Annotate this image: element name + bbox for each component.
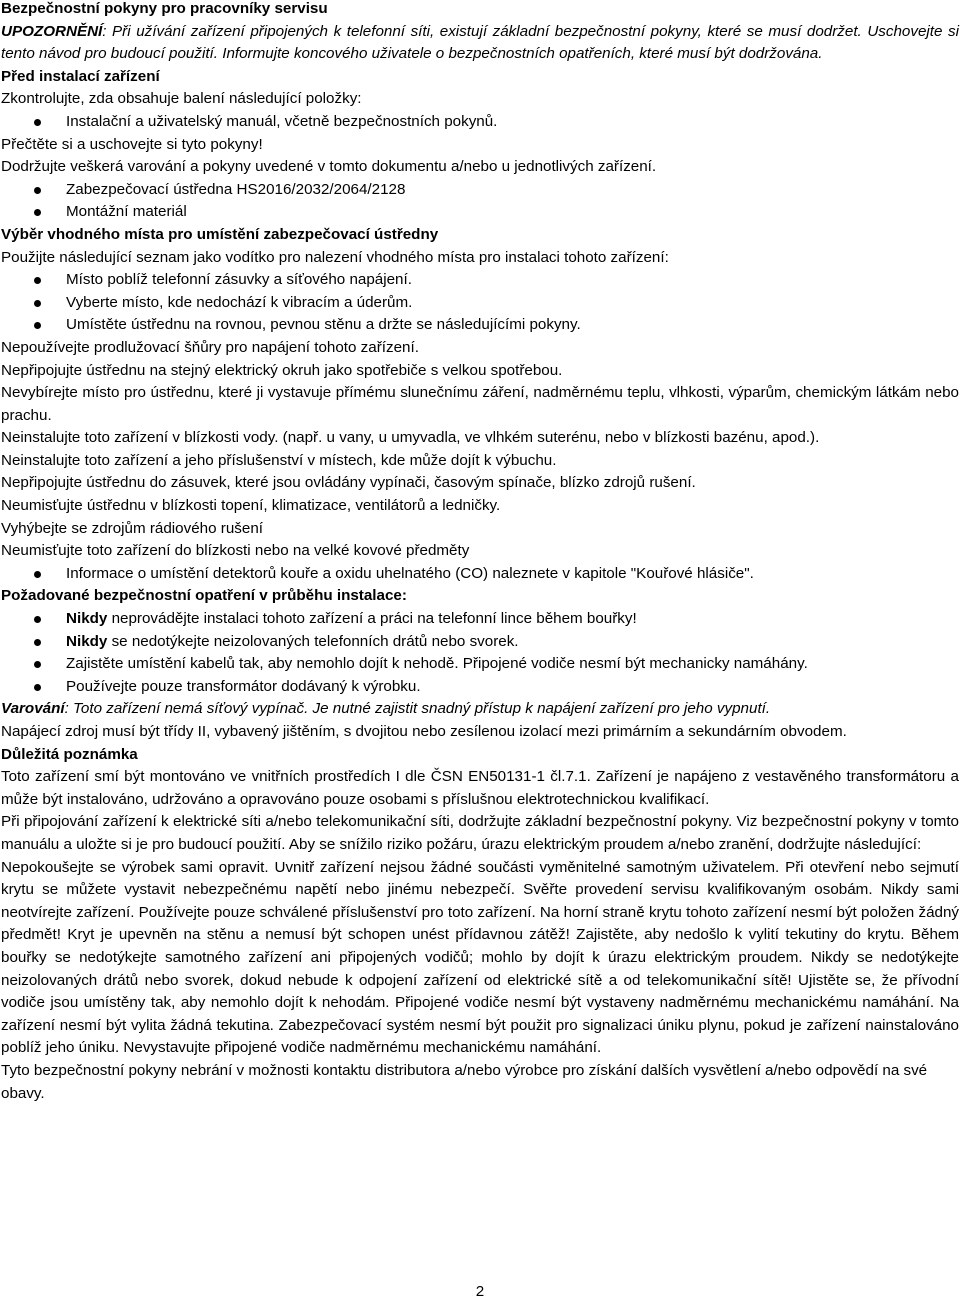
list-item: [1, 653, 959, 676]
location-paragraph: Neumisťujte ústřednu v blízkosti topení, klimatizace, ventilátorů a ledničky.: [1, 497, 501, 515]
location-paragraph: Neinstalujte toto zařízení v blízkosti vody. (např. u vany, u umyvadla, ve vlhkém suterénu, nebo v blízkosti bazénu, apod.).: [1, 429, 820, 447]
bullet-icon: [34, 661, 41, 668]
list-item-text: Montážní materiál: [66, 203, 187, 221]
bullet-icon: [34, 119, 41, 126]
page-title: Bezpečnostní pokyny pro pracovníky servisu: [1, 0, 328, 17]
list-item: [1, 269, 959, 292]
package-intro: Zkontrolujte, zda obsahuje balení následující položky:: [1, 90, 362, 108]
location-list-after: [1, 563, 959, 586]
bullet-icon: [34, 187, 41, 194]
location-paragraph: Neinstalujte toto zařízení a jeho příslušenství v místech, kde může dojít k výbuchu.: [1, 451, 557, 469]
important-paragraph: Nepokoušejte se výrobek sami opravit. Uvnitř zařízení nejsou žádné součásti vyměnitelné samotným uživatelem. Při otevření nebo sejmutí krytu se můžete vystavit nebezpečnému napětí nebo jinému nebezpečí. Svěřte provedení servisu kvalifikovaným osobám. Nikdy sami neotvírejte zařízení. Používejte pouze schválené příslušenství pro toto zařízení. Na horní straně krytu tohoto zařízení nesmí být položen žádný předmět! Kryt je upevněn na stěnu a nemusí být schopen unést přídavnou zátěž! Zajistěte, aby nedošlo k vylití tekutiny do krytu. Během bouřky se nedotýkejte samotného zařízení ani připojených vodičů; mohlo by dojít k úrazu elektrickým proudem. Nikdy se nedotýkejte neizolovaných drátů nebo svorek, dokud nebude k odpojení zařízení od elektrické sítě a od telekomunikační sítě! Ujistěte se, že přívodní vodiče jsou umístěny tak, aby nemohlo dojít k nehodám. Připojené vodiče nesmí být vystaveny nadměrnému mechanickému namáhání. Na zařízení nesmí být vylita žádná tekutina. Zabezpečovací systém nesmí být použit pro signalizaci úniku plynu, pokud je zařízení nainstalováno poblíž jeho úniku. Nevystavujte připojené vodiče nadměrnému mechanickému namáhání.: [1, 858, 959, 1057]
section-heading-important: Důležitá poznámka: [1, 745, 138, 763]
list-item-text: Zabezpečovací ústředna HS2016/2032/2064/2128: [66, 180, 406, 198]
list-item-text: Místo poblíž telefonní zásuvky a síťového napájení.: [66, 271, 412, 289]
list-item: [1, 179, 959, 202]
list-item: [1, 314, 959, 337]
warning-paragraph: [1, 21, 959, 66]
list-item: [1, 201, 959, 224]
list-item: [1, 676, 959, 699]
list-item-text: Umístěte ústřednu na rovnou, pevnou stěnu a držte se následujícími pokyny.: [66, 316, 581, 334]
package-list-2: [1, 179, 959, 224]
location-list: [1, 269, 959, 337]
list-item-text: Instalační a uživatelský manuál, včetně bezpečnostních pokynů.: [66, 112, 498, 130]
bullet-icon: [34, 300, 41, 307]
bullet-icon: [34, 277, 41, 284]
location-intro: Použijte následující seznam jako vodítko pro nalezení vhodného místa pro instalaci tohoto zařízení:: [1, 248, 669, 266]
list-item: [1, 292, 959, 315]
varovani-text: : Toto zařízení nemá síťový vypínač. Je nutné zajistit snadný přístup k napájení zařízení pro jeho vypnutí.: [64, 700, 771, 718]
list-item: [1, 111, 959, 134]
location-paragraph: Nevybírejte místo pro ústřednu, které ji vystavuje přímému slunečnímu záření, nadměrnému teplu, vlhkosti, výparům, chemickým látkám nebo prachu.: [1, 384, 959, 424]
warning-label: UPOZORNĚNÍ: [1, 22, 103, 40]
bullet-icon: [34, 209, 41, 216]
important-paragraph: Toto zařízení smí být montováno ve vnitřních prostředích I dle ČSN EN50131-1 čl.7.1. Zařízení je napájeno z vestavěného transformátoru a může být instalováno, udržováno a opravováno pouze osobami s příslušnou elektrotechnickou kvalifikací.: [1, 768, 959, 808]
location-paragraph: Vyhýbejte se zdrojům rádiového rušení: [1, 519, 263, 537]
important-paragraph: Tyto bezpečnostní pokyny nebrání v možnosti kontaktu distributora a/nebo výrobce pro získání dalších vysvětlení a/nebo odpovědí na své obavy.: [1, 1061, 928, 1102]
list-item-text: Informace o umístění detektorů kouře a oxidu uhelnatého (CO) naleznete v kapitole "Kouřové hlásiče".: [66, 564, 754, 582]
emphasis-text: Nikdy: [66, 610, 108, 628]
bullet-icon: [34, 684, 41, 691]
location-paragraph: Neumisťujte toto zařízení do blízkosti nebo na velké kovové předměty: [1, 542, 470, 560]
warning-text: : Při užívání zařízení připojených k telefonní síti, existují základní bezpečnostní pokyny, které se musí dodržet. Uschovejte si tento návod pro budoucí použití. Informujte koncového uživatele o bezpečnostních opatřeních, které musí být dodržována.: [1, 22, 959, 63]
bullet-icon: [34, 616, 41, 623]
list-item-text: Zajistěte umístění kabelů tak, aby nemohlo dojít k nehodě. Připojené vodiče nesmí být mechanicky namáhány.: [66, 655, 808, 673]
list-item-text: se nedotýkejte neizolovaných telefonních drátů nebo svorek.: [107, 632, 519, 650]
list-item: [1, 631, 959, 654]
read-instructions: Přečtěte si a uschovejte si tyto pokyny!: [1, 135, 263, 153]
location-paragraph: Nepoužívejte prodlužovací šňůry pro napájení tohoto zařízení.: [1, 338, 419, 356]
package-list-1: [1, 111, 959, 134]
bullet-icon: [34, 571, 41, 578]
install-safety-list: [1, 608, 959, 698]
list-item-text: neprovádějte instalaci tohoto zařízení a práci na telefonní lince během bouřky!: [107, 610, 637, 628]
section-heading-before-install: Před instalací zařízení: [1, 67, 160, 85]
section-heading-install-safety: Požadované bezpečnostní opatření v průběhu instalace:: [1, 587, 407, 605]
list-item: [1, 563, 959, 586]
location-paragraph: Nepřipojujte ústřednu na stejný elektrický okruh jako spotřebiče s velkou spotřebou.: [1, 361, 563, 379]
location-paragraph: Nepřipojujte ústřednu do zásuvek, které jsou ovládány vypínači, časovým spínače, blízko zdrojů rušení.: [1, 474, 696, 492]
varovani-paragraph: [1, 698, 959, 721]
varovani-label: Varování: [1, 700, 65, 718]
document-page: [1, 0, 959, 1105]
observe-warnings: Dodržujte veškerá varování a pokyny uvedené v tomto dokumentu a/nebo u jednotlivých zařízení.: [1, 158, 657, 176]
list-item-text: Vyberte místo, kde nedochází k vibracím a úderům.: [66, 293, 413, 311]
list-item-text: Používejte pouze transformátor dodávaný k výrobku.: [66, 677, 421, 695]
page-number: 2: [475, 1283, 485, 1300]
power-supply-paragraph: Napájecí zdroj musí být třídy II, vybavený jištěním, s dvojitou nebo zesílenou izolací mezi primárním a sekundárním obvodem.: [1, 723, 847, 740]
bullet-icon: [34, 639, 41, 646]
bullet-icon: [34, 322, 41, 329]
emphasis-text: Nikdy: [66, 632, 108, 650]
list-item: [1, 608, 959, 631]
section-heading-location: Výběr vhodného místa pro umístění zabezpečovací ústředny: [1, 225, 439, 243]
important-paragraph: Při připojování zařízení k elektrické síti a/nebo telekomunikační síti, dodržujte základní bezpečnostní pokyny. Viz bezpečnostní pokyny v tomto manuálu a uložte si je pro budoucí použití. Aby se snížilo riziko požáru, úrazu elektrickým proudem a/nebo zranění, dodržujte následující:: [1, 813, 959, 853]
